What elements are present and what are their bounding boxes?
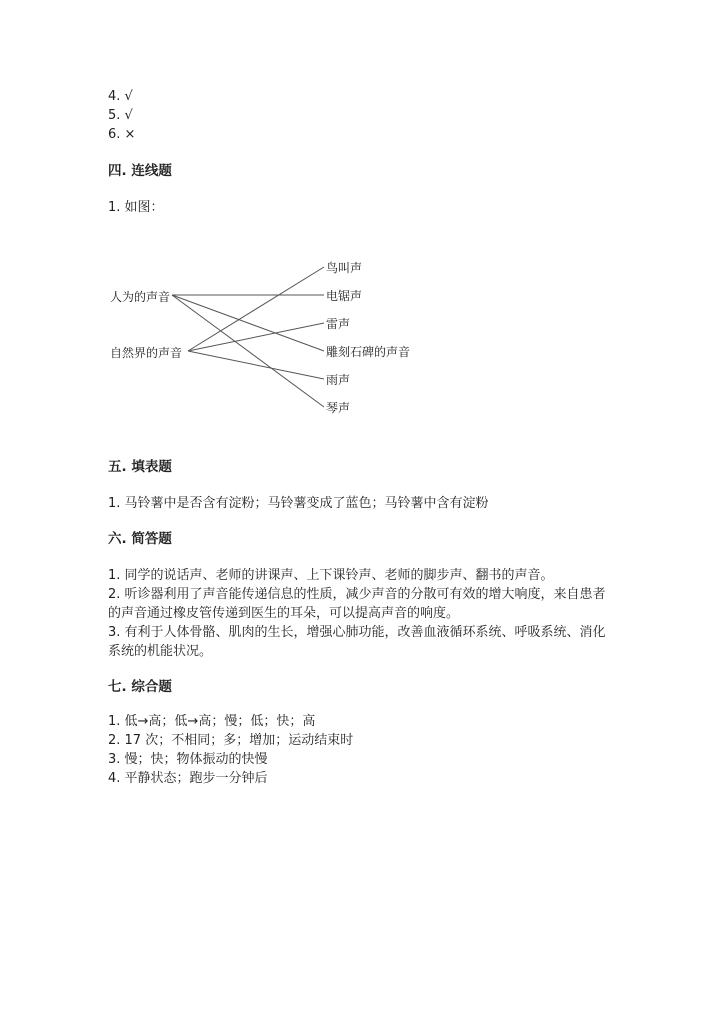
answer-tf-6: 6. × — [108, 127, 136, 142]
diagram-left-label: 自然界的声音 — [110, 346, 183, 360]
connection-line — [188, 323, 324, 351]
answer-tf-5: 5. √ — [108, 108, 133, 123]
section-heading-short-answer: 六. 简答题 — [108, 531, 172, 547]
comprehensive-answer-3: 3. 慢；快；物体振动的快慢 — [108, 752, 268, 767]
answer-tf-4: 4. √ — [108, 89, 133, 104]
diagram-right-label: 鸟叫声 — [326, 261, 363, 275]
short-answer-2: 2. 听诊器利用了声音能传递信息的性质，减少声音的分散可有效的增大响度，来自患者的声音通过橡皮管传递到医生的耳朵，可以提高声音的响度。 — [108, 587, 606, 621]
section-heading-fill-table: 五. 填表题 — [108, 459, 172, 475]
connection-line — [172, 295, 324, 407]
diagram-right-label: 电锯声 — [326, 289, 363, 303]
diagram-right-label: 雕刻石碑的声音 — [326, 345, 411, 359]
connection-line — [188, 351, 324, 379]
section-heading-comprehensive: 七. 综合题 — [108, 679, 172, 695]
matching-question-1: 1. 如图： — [108, 200, 164, 215]
comprehensive-answer-1: 1. 低→高；低→高；慢；低；快；高 — [108, 714, 316, 729]
diagram-right-label: 琴声 — [326, 401, 351, 415]
diagram-right-label: 雨声 — [326, 373, 351, 387]
diagram-left-label: 人为的声音 — [110, 290, 171, 304]
connection-line — [172, 295, 324, 351]
comprehensive-answer-2: 2. 17 次；不相同；多；增加；运动结束时 — [108, 733, 354, 748]
section-heading-matching: 四. 连线题 — [108, 163, 172, 179]
fill-table-answer-1: 1. 马铃薯中是否含有淀粉；马铃薯变成了蓝色；马铃薯中含有淀粉 — [108, 496, 489, 511]
diagram-right-label: 雷声 — [326, 317, 351, 331]
matching-diagram — [100, 250, 430, 425]
short-answer-1: 1. 同学的说话声、老师的讲课声、上下课铃声、老师的脚步声、翻书的声音。 — [108, 568, 554, 583]
comprehensive-answer-4: 4. 平静状态；跑步一分钟后 — [108, 771, 268, 786]
short-answer-3: 3. 有利于人体骨骼、肌肉的生长，增强心肺功能，改善血液循环系统、呼吸系统、消化系统的机能状况。 — [108, 625, 606, 659]
connection-line — [188, 267, 324, 351]
